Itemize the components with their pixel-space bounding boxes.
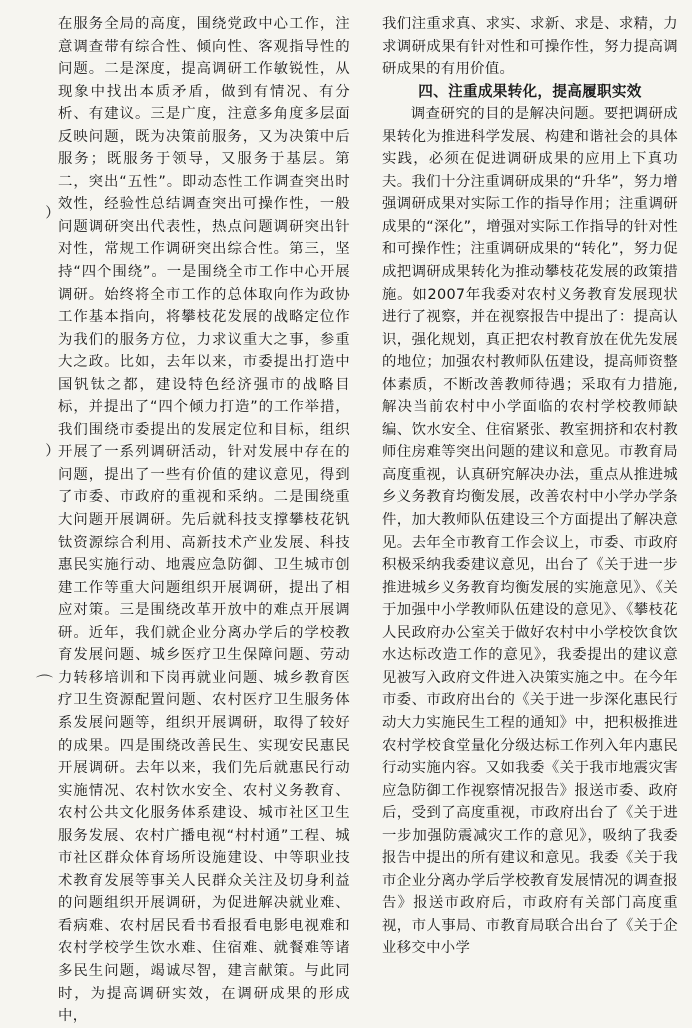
punch-hole-mark: ⌒ [36, 674, 53, 694]
left-text-column [58, 0, 350, 1025]
punch-hole-mark: ﹚ [38, 436, 58, 460]
left-column-paragraph: 在服务全局的高度，围绕党政中心工作，注意调查带有综合性、倾向性、客观指导性的问题。二是深度，提高调研工作敏锐性，从现象中找出本质矛盾，做到有情况、有分析、有建议。三是广度，注意多角度多层面反映问题，既为决策前服务，又为决策中后服务；既服务于领导，又服务于基层。第二，突出“五性”。即动态性工作调查突出时效性，经验性总结调查突出可操作性，一般问题调研突出代表性，热点问题调研突出针对性，常规工作调研突出综合性。第三，坚持“四个围绕”。一是围绕全市工作中心开展调研。始终将全市工作的总体取向作为政协工作基本指向，将攀枝花发展的战略定位作为我们的服务方位，力求议重大之事，参重大之政。比如，去年以来，市委提出打造中国钒钛之都，建设特色经济强市的战略目标，并提出了“四个倾力打造”的工作举措，我们围绕市委提出的发展定位和目标，组织开展了一系列调研活动，针对发展中存在的问题，提出了一些有价值的建议意见，得到了市委、市政府的重视和采纳。二是围绕重大问题开展调研。先后就科技支撑攀枝花钒钛资源综合利用、高新技术产业发展、科技惠民实施行动、地震应急防御、卫生城市创建工作等重大问题组织开展调研，提出了相应对策。三是围绕改革开放中的难点开展调研。近年，我们就企业分离办学后的学校教育发展问题、城乡医疗卫生保障问题、劳动力转移培训和下岗再就业问题、城乡教育医疗卫生资源配置问题、农村医疗卫生服务体系发展问题等，组织开展调研，取得了较好的成果。四是围绕改善民生、实现安民惠民开展调研。去年以来，我们先后就惠民行动实施情况、农村饮水安全、农村义务教育、农村公共文化服务体系建设、城市社区卫生服务发展、农村广播电视“村村通”工程、城市社区群众体育场所设施建设、中等职业技术教育发展等事关人民群众关注及切身利益的问题组织开展调研，为促进解决就业难、看病难、农村居民看书看报看电影电视难和农村学校学生饮水难、住宿难、就餐难等诸多民生问题，竭诚尽智，建言献策。与此同时，为提高调研实效，在调研成果的形成中， [58, 16, 350, 1025]
section-heading: 四、注重成果转化，提高履职实效 [418, 82, 642, 100]
right-column-intro-paragraph: 我们注重求真、求实、求新、求是、求精，力求调研成果有针对性和可操作性，努力提高调研成果的有用价值。 [382, 16, 678, 78]
right-column-body-paragraph: 调查研究的目的是解决问题。要把调研成果转化为推进科学发展、构建和谐社会的具体实践，必须在促进调研成果的应用上下真功夫。我们十分注重调研成果的“升华”，努力增强调研成果对实际工作的指导作用；注重调研成果的“深化”，增强对实际工作指导的针对性和可操作性；注重调研成果的“转化”，努力促成把调研成果转化为推动攀枝花发展的政策措施。如2007年我委对农村义务教育发展现状进行了视察，并在视察报告中提出了：提高认识，强化规划，真正把农村教育放在优先发展的地位；加强农村教师队伍建设，提高师资整体素质，不断改善教师待遇；采取有力措施,解决当前农村中小学面临的农村学校教师缺编、饮水安全、住宿紧张、教室拥挤和农村教师住房难等突出问题的建议和意见。市教育局高度重视，认真研究解决办法，重点从推进城乡义务教育均衡发展，改善农村中小学办学条件，加大教师队伍建设三个方面提出了解决意见。去年全市教育工作会议上，市委、市政府积极采纳我委建议意见，出台了《关于进一步推进城乡义务教育均衡发展的实施意见》、《关于加强中小学教师队伍建设的意见》、《攀枝花人民政府办公室关于做好农村中小学校饮食饮水达标改造工作的意见》，我委提出的建议意见被写入政府文件进入决策实施之中。在今年市委、市政府出台的《关于进一步深化惠民行动大力实施民生工程的通知》中，把积极推进农村学校食堂量化分级达标工作列入年内惠民行动实施内容。又如我委《关于我市地震灾害应急防御工作视察情况报告》报送市委、政府后，受到了高度重视，市政府出台了《关于进一步加强防震减灾工作的意见》，吸纳了我委报告中提出的所有建议和意见。我委《关于我市企业分离办学后学校教育发展情况的调查报告》报送市政府后，市政府有关部门高度重视，市人事局、市教育局联合出台了《关于企业移交中小学 [382, 106, 678, 957]
punch-hole-mark: ﹚ [38, 198, 58, 222]
right-text-column [382, 0, 678, 957]
